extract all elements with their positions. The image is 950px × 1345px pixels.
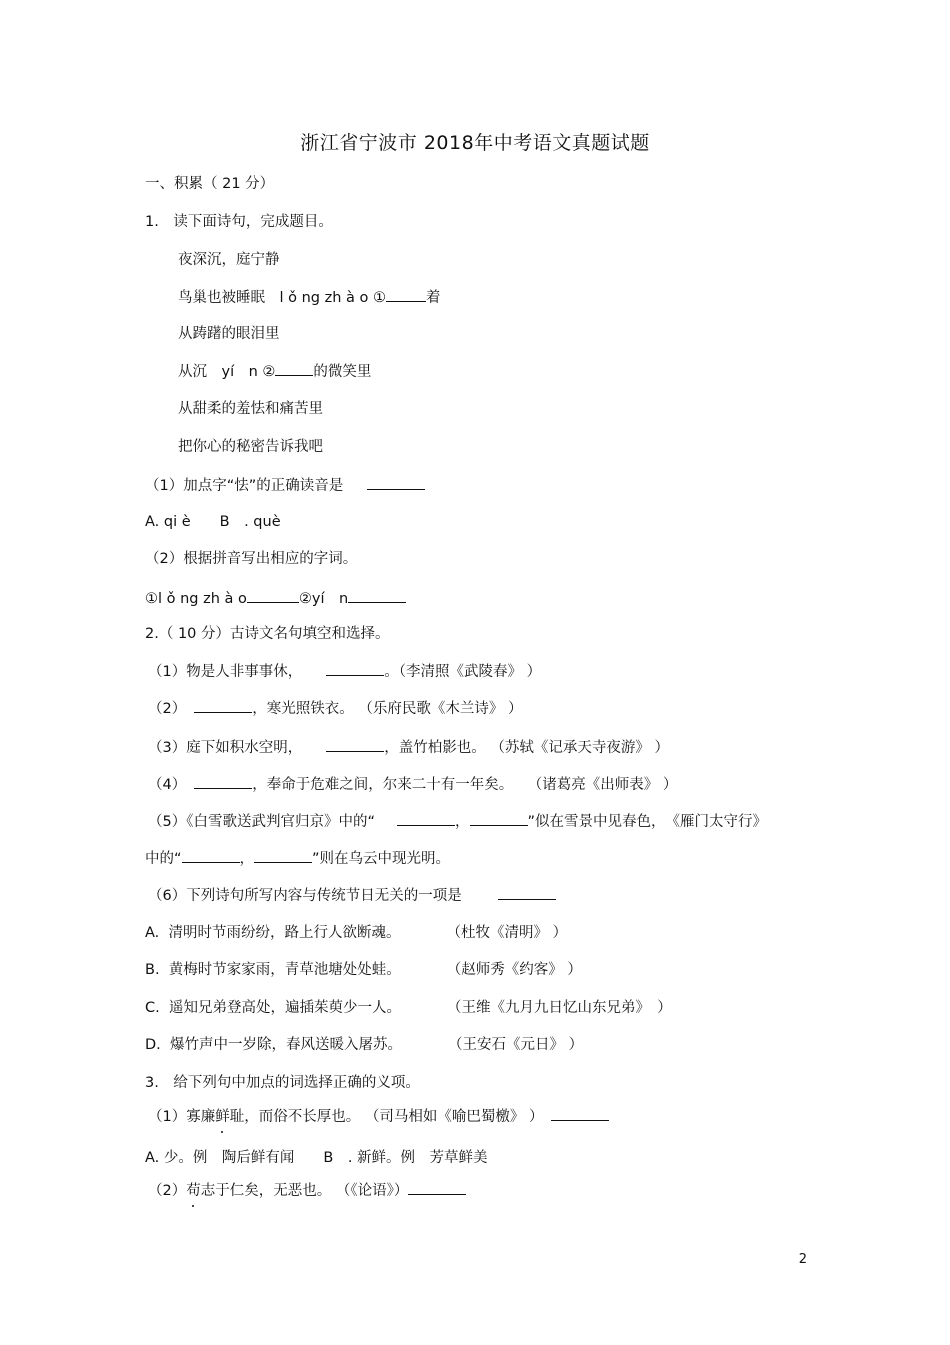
sub-question-text: （1）寡廉 (148, 1109, 216, 1125)
answer-blank[interactable] (498, 885, 556, 900)
fill-text: （5）《白雪歌送武判官归京》中的“ (148, 814, 375, 830)
sub-question: （2）根据拼音写出相应的字词。 (145, 551, 358, 567)
option-text: 爆竹声中一岁除，春风送暖入屠苏。 (170, 1037, 402, 1053)
fill-text: ”似在雪景中见春色， 《雁门太守行》 (527, 814, 768, 830)
option-letter: C. (145, 1000, 160, 1016)
option-source: （王维《九月九日忆山东兄弟》 ） (446, 1000, 672, 1016)
option-source: （赵师秀《约客》 ） (446, 962, 582, 978)
answer-blank[interactable] (275, 361, 313, 376)
poem-text: 从沉 yí n ② (178, 364, 276, 380)
poem-text: 着 (426, 290, 441, 306)
pinyin-label: ①l ǒ ng zh à o (145, 591, 247, 607)
sub-question (148, 1180, 466, 1201)
page-number: 2 (798, 1252, 807, 1267)
fill-text: （1）物是人非事事休， (148, 664, 303, 680)
emphasized-char: 鲜 (215, 1109, 230, 1125)
fill-item-cont (145, 848, 450, 869)
answer-blank[interactable] (326, 737, 384, 752)
poem-text: 鸟巢也被睡眠 l ǒ ng zh à o ① (178, 290, 387, 306)
sub-question-text: （1）加点字“怯”的正确读音是 (145, 478, 344, 494)
question-1-stem: 1. 读下面诗句，完成题目。 (145, 214, 333, 230)
answer-blank[interactable] (194, 774, 252, 789)
option-source: （王安石《元日》 ） (448, 1037, 584, 1053)
fill-text: ，奉命于危难之间，尔来二十有一年矣。 （诸葛亮《出师表》 ） (252, 777, 678, 793)
choice-option (145, 1035, 583, 1055)
sub-question-text: 志于仁矣，无恶也。 （《论语》） (200, 1183, 409, 1199)
option-letter: D. (145, 1037, 161, 1053)
poem-line: 从踌躇的眼泪里 (178, 326, 280, 342)
fill-text: ， (455, 814, 470, 830)
answer-blank[interactable] (348, 588, 406, 603)
answer-blank[interactable] (367, 475, 425, 490)
option-letter: A. (145, 925, 160, 941)
fill-item (148, 698, 522, 719)
emphasized-char: 苟 (186, 1183, 201, 1199)
answer-blank[interactable] (397, 811, 455, 826)
pinyin-label: ②yí n (298, 591, 349, 607)
sub-question (148, 1106, 609, 1127)
poem-line (178, 361, 371, 382)
answer-blank[interactable] (254, 848, 312, 863)
sub-question-text: （6）下列诗句所写内容与传统节日无关的一项是 (148, 888, 462, 904)
fill-text: 中的“ (145, 851, 182, 867)
answer-blank[interactable] (408, 1180, 466, 1195)
choice-option (145, 998, 672, 1018)
answer-blank[interactable] (470, 811, 528, 826)
sub-question-text: （2） (148, 1183, 187, 1199)
poem-line: 从甜柔的羞怯和痛苦里 (178, 401, 323, 417)
choice-options: A. 少。例 陶后鲜有闻 B . 新鲜。例 芳草鲜美 (145, 1150, 488, 1166)
fill-text: （2） (148, 701, 187, 717)
fill-text: （4） (148, 777, 187, 793)
fill-text: ， (239, 851, 255, 867)
fill-item (148, 661, 541, 682)
question-2-stem: 2.（ 10 分）古诗文名句填空和选择。 (145, 626, 390, 642)
poem-text: 的微笑里 (313, 364, 372, 380)
sub-question (148, 885, 556, 906)
option-source: （杜牧《清明》 ） (446, 925, 568, 941)
poem-line (178, 287, 441, 308)
choice-option (145, 960, 582, 980)
option-text: 黄梅时节家家雨，青草池塘处处蛙。 (168, 962, 401, 978)
option-text: 清明时节雨纷纷，路上行人欲断魂。 (168, 925, 401, 941)
fill-text: 。（李清照《武陵春》 ） (384, 664, 542, 680)
choice-options: A. qi è B . què (145, 514, 281, 530)
answer-blank[interactable] (551, 1106, 609, 1121)
fill-text: ，盖竹柏影也。 （苏轼《记承天寺夜游》 ） (384, 740, 669, 756)
poem-line: 把你心的秘密告诉我吧 (178, 439, 323, 455)
sub-question (145, 475, 425, 496)
answer-blank[interactable] (247, 588, 299, 603)
answer-blank[interactable] (194, 698, 252, 713)
answer-blank[interactable] (182, 848, 240, 863)
option-text: 遥知兄弟登高处，遍插茱萸少一人。 (168, 1000, 401, 1016)
option-letter: B. (145, 962, 160, 978)
question-3-stem: 3. 给下列句中加点的词选择正确的义项。 (145, 1075, 420, 1091)
fill-text: （3）庭下如积水空明， (148, 740, 303, 756)
fill-text: ”则在乌云中现光明。 (312, 851, 451, 867)
fill-text: ，寒光照铁衣。 （乐府民歌《木兰诗》 ） (252, 701, 523, 717)
pinyin-blanks (145, 588, 406, 609)
section-heading: 一、积累（ 21 分） (145, 176, 275, 192)
poem-line: 夜深沉，庭宁静 (178, 252, 280, 268)
page-title: 浙江省宁波市 2018年中考语文真题试题 (300, 132, 650, 154)
sub-question-text: 耻，而俗不长厚也。 （司马相如《喻巴蜀檄》 ） (229, 1109, 544, 1125)
answer-blank[interactable] (326, 661, 384, 676)
fill-item (148, 811, 767, 832)
answer-blank[interactable] (386, 287, 426, 302)
choice-option (145, 923, 567, 943)
fill-item (148, 737, 669, 758)
fill-item (148, 774, 677, 795)
